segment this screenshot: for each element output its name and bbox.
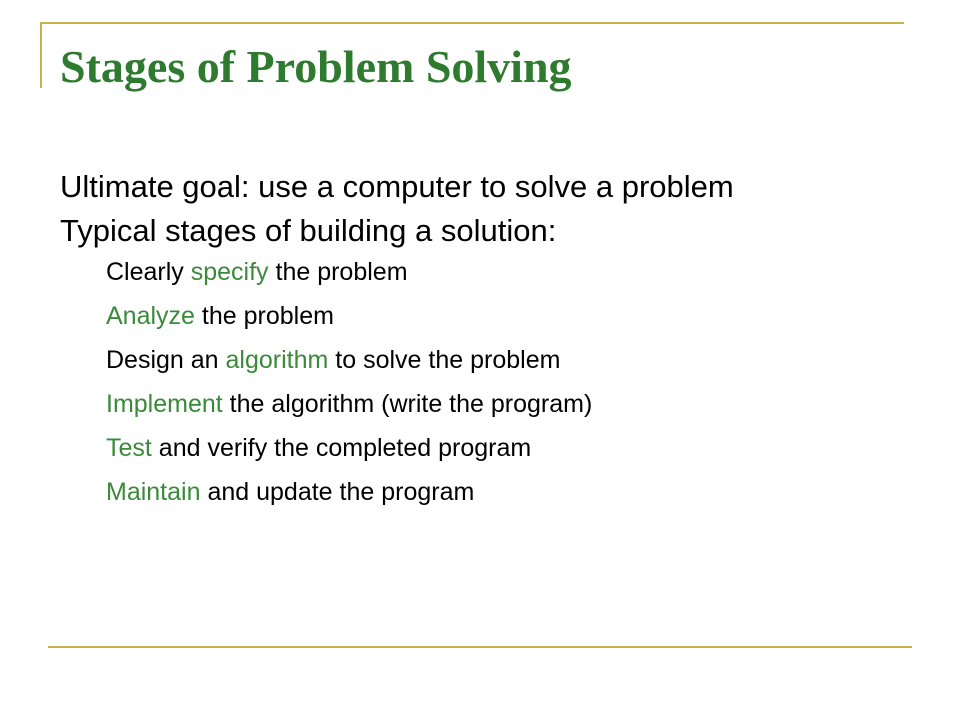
frame-bottom-rule <box>48 646 912 648</box>
point-ultimate-goal: Ultimate goal: use a computer to solve a problem <box>60 169 734 204</box>
stage-item-implement: Implement the algorithm (write the program) <box>106 390 593 418</box>
slide-title: Stages of Problem Solving <box>60 41 572 92</box>
stage-keyword: Maintain <box>106 478 201 506</box>
stage-item-test: Test and verify the completed program <box>106 434 532 462</box>
stage-item-specify: Clearly specify the problem <box>106 258 408 286</box>
point-typical-stages: Typical stages of building a solution: <box>60 213 557 248</box>
stage-keyword: specify <box>190 258 269 286</box>
frame-top-rule <box>40 22 904 24</box>
stage-item-maintain: Maintain and update the program <box>106 478 475 506</box>
stage-item-algorithm: Design an algorithm to solve the problem <box>106 346 561 374</box>
stage-keyword: Test <box>106 434 152 462</box>
stage-keyword: algorithm <box>225 346 329 374</box>
stage-item-analyze: Analyze the problem <box>106 302 334 330</box>
stage-keyword: Analyze <box>106 302 195 330</box>
frame-left-rule <box>40 22 42 88</box>
stage-keyword: Implement <box>106 390 223 418</box>
slide-content <box>60 170 900 522</box>
